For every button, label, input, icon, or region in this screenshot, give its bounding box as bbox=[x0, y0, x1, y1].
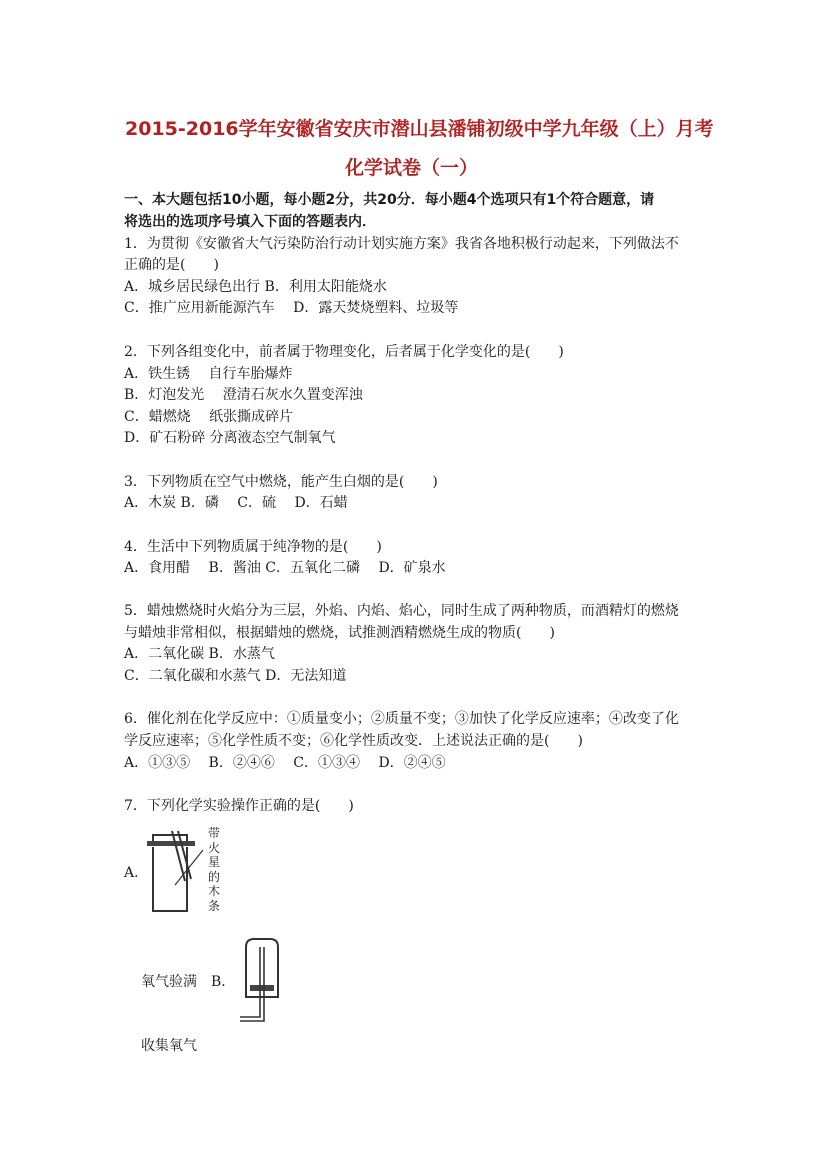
q1-stem-line1: 1．为贯彻《安徽省大气污染防治行动计划实施方案》我省各地积极行动起来，下列做法不 bbox=[124, 236, 679, 252]
page-title-line2: 化学试卷（一） bbox=[345, 157, 479, 179]
q5-stem-line1: 5．蜡烛燃烧时火焰分为三层，外焰、内焰、焰心，同时生成了两种物质，而酒精灯的燃烧 bbox=[124, 603, 679, 619]
splint-label-char: 带 bbox=[207, 826, 220, 840]
splint-label-char: 木 bbox=[207, 884, 220, 898]
q6-options: A．①③⑤ B．②④⑥ C．①③④ D．②④⑤ bbox=[124, 755, 446, 771]
splint-label-char: 条 bbox=[207, 898, 220, 913]
q1-options-line2: C．推广应用新能源汽车 D．露天焚烧塑料、垃圾等 bbox=[124, 300, 459, 316]
section-instruction-line1: 一、本大题包括10小题，每小题2分，共20分．每小题4个选项只有1个符合题意，请 bbox=[124, 192, 655, 208]
q2-option-a: A．铁生锈 自行车胎爆炸 bbox=[124, 366, 293, 382]
q3-stem: 3．下列物质在空气中燃烧，能产生白烟的是( ) bbox=[124, 474, 438, 490]
q1-stem-line2: 正确的是( ) bbox=[124, 257, 219, 273]
splint-vertical-label bbox=[205, 826, 223, 913]
splint-label-char: 星 bbox=[207, 855, 220, 869]
q4-stem: 4．生活中下列物质属于纯净物的是( ) bbox=[124, 539, 382, 555]
page-title-line1: 2015-2016学年安徽省安庆市潜山县潘铺初级中学九年级（上）月考 bbox=[125, 118, 714, 140]
q2-option-b: B．灯泡发光 澄清石灰水久置变浑浊 bbox=[124, 387, 363, 403]
collect-oxygen-figure bbox=[236, 935, 286, 1025]
glass-plate bbox=[147, 841, 195, 846]
q5-options-line1: A．二氧化碳 B．水蒸气 bbox=[124, 646, 275, 662]
q5-options-line2: C．二氧化碳和水蒸气 D．无法知道 bbox=[124, 668, 347, 684]
q1-options-line1: A．城乡居民绿色出行 B．利用太阳能烧水 bbox=[124, 279, 387, 295]
q2-option-c: C．蜡燃烧 纸张撕成碎片 bbox=[124, 409, 294, 425]
stopper bbox=[250, 985, 274, 991]
q7-option-a-label: A． bbox=[124, 865, 149, 881]
q7-stem: 7．下列化学实验操作正确的是( ) bbox=[124, 798, 354, 814]
splint-label-char: 的 bbox=[207, 869, 220, 884]
q6-stem-line1: 6．催化剂在化学反应中：①质量变小；②质量不变；③加快了化学反应速率；④改变了化 bbox=[124, 711, 679, 727]
q7-option-a-caption: 氧气验满 bbox=[141, 974, 197, 990]
q2-option-d: D．矿石粉碎 分离液态空气制氧气 bbox=[124, 430, 336, 446]
q3-options: A．木炭 B．磷 C．硫 D．石蜡 bbox=[124, 495, 348, 511]
inverted-bottle-outline bbox=[246, 939, 278, 989]
q5-stem-line2: 与蜡烛非常相似，根据蜡烛的燃烧，试推测酒精燃烧生成的物质( ) bbox=[124, 625, 555, 641]
q6-stem-line2: 学反应速率；⑤化学性质不变；⑥化学性质改变．上述说法正确的是( ) bbox=[124, 733, 583, 749]
q7-option-b-label: B． bbox=[211, 974, 236, 990]
splint-label-char: 火 bbox=[207, 840, 220, 855]
glowing-splint bbox=[172, 831, 185, 881]
delivery-tube bbox=[240, 947, 264, 1021]
q4-options: A．食用醋 B．酱油 C．五氧化二磷 D．矿泉水 bbox=[124, 560, 446, 576]
q2-stem: 2．下列各组变化中，前者属于物理变化，后者属于化学变化的是( ) bbox=[124, 344, 564, 360]
section-instruction-line2: 将选出的选项序号填入下面的答题表内． bbox=[124, 214, 376, 230]
q7-option-b-caption: 收集氧气 bbox=[141, 1038, 197, 1054]
